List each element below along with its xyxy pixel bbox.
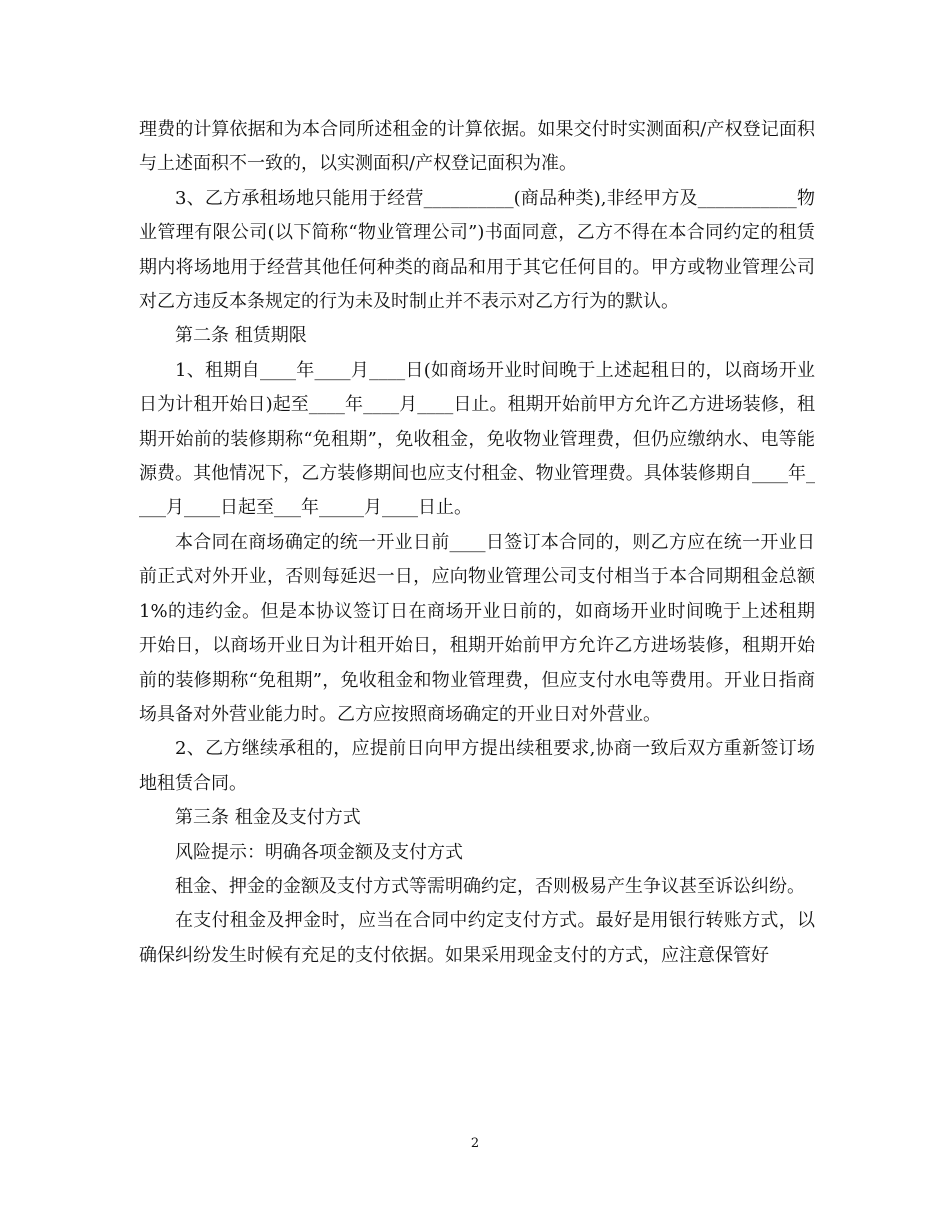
paragraph-renewal: 2、乙方继续承租的，应提前日向甲方提出续租要求,协商一致后双方重新签订场地租赁合同。	[139, 738, 815, 794]
paragraph-usage-clause: 3、乙方承租场地只能用于经营__________(商品种类),非经甲方及___________物业管理有限公司(以下简称“物业管理公司”)书面同意，乙方不得在本合同约定的租赁期内将场地用于经营其他任何种类的商品和用于其它任何目的。甲方或物业管理公司对乙方违反本条规定的行为未及时制止并不表示对乙方行为的默认。	[139, 187, 815, 313]
page-number: 2	[470, 1136, 480, 1151]
risk-tip: 风险提示：明确各项金额及支付方式	[175, 841, 463, 863]
document-body	[139, 113, 815, 973]
section-heading-lease-term: 第二条 租赁期限	[175, 325, 307, 347]
paragraph-rent-deposit: 租金、押金的金额及支付方式等需明确约定，否则极易产生争议甚至诉讼纠纷。	[175, 875, 805, 897]
paragraph-opening-date: 本合同在商场确定的统一开业日前____日签订本合同的，则乙方应在统一开业日前正式对外开业，否则每延迟一日，应向物业管理公司支付相当于本合同期租金总额1%的违约金。但是本协议签订日在商场开业日前的，如商场开业时间晚于上述租期开始日，以商场开业日为计租开始日，租期开始前甲方允许乙方进场装修，租期开始前的装修期称“免租期”，免收租金和物业管理费，但应支付水电等费用。开业日指商场具备对外营业能力时。乙方应按照商场确定的开业日对外营业。	[139, 531, 815, 725]
paragraph-payment-method: 在支付租金及押金时，应当在合同中约定支付方式。最好是用银行转账方式，以确保纠纷发生时候有充足的支付依据。如果采用现金支付的方式，应注意保管好	[139, 910, 815, 966]
paragraph-area-basis: 理费的计算依据和为本合同所述租金的计算依据。如果交付时实测面积/产权登记面积与上述面积不一致的，以实测面积/产权登记面积为准。	[139, 119, 815, 175]
paragraph-lease-period: 1、租期自____年____月____日(如商场开业时间晚于上述起租日的，以商场开业日为计租开始日)起至____年____月____日止。租期开始前甲方允许乙方进场装修，租期开始前的装修期称“免租期”，免收租金，免收物业管理费，但仍应缴纳水、电等能源费。其他情况下，乙方装修期间也应支付租金、物业管理费。具体装修期自____年____月____日起至___年_____月____日止。	[139, 359, 815, 519]
section-heading-rent-payment: 第三条 租金及支付方式	[175, 807, 361, 829]
